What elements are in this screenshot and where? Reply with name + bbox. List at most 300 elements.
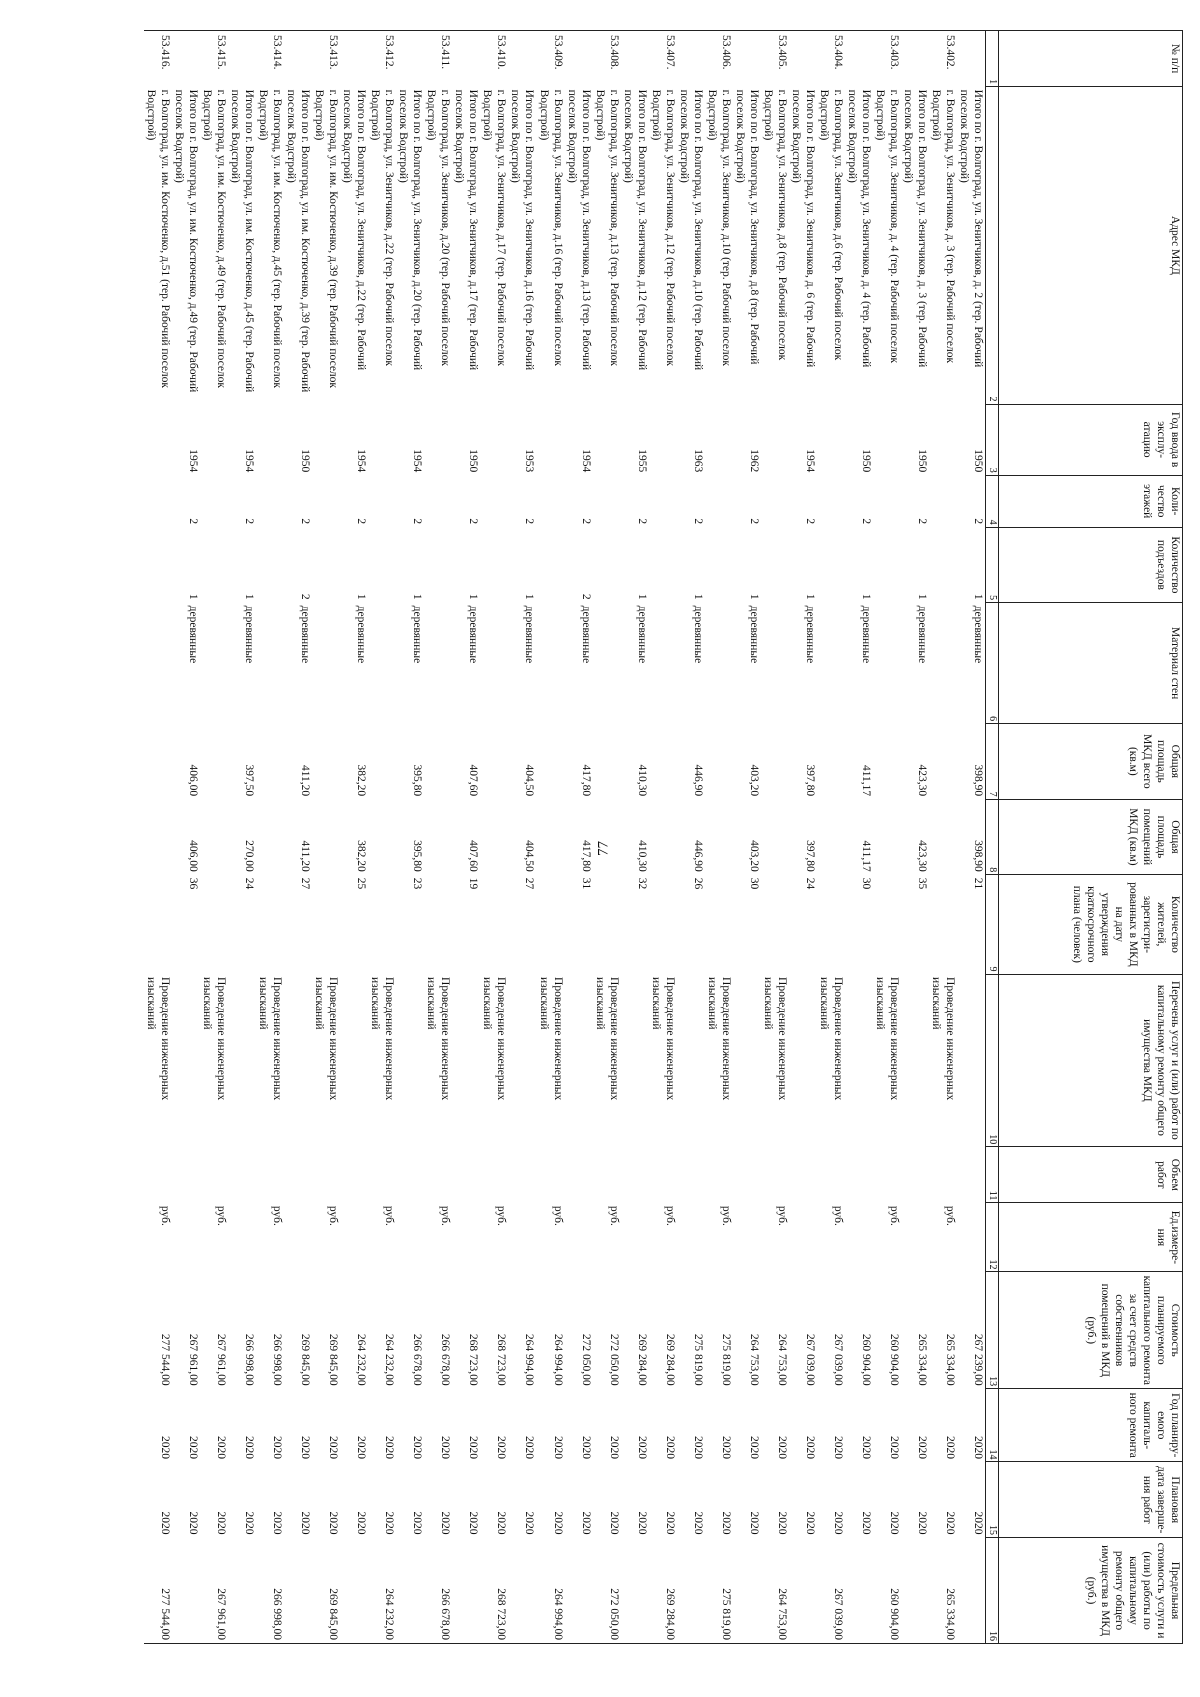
column-header: Год ввода в эксплу-атацию	[999, 404, 1183, 475]
table-cell: 2020	[607, 1435, 620, 1459]
table-cell: 25	[355, 877, 368, 890]
table-cell: Итого по г. Волгоград, ул. Зенитчиков, д.20 (тер. Рабочий поселок Водстрой)	[397, 89, 424, 371]
table-cell	[901, 31, 929, 87]
table-cell	[901, 1147, 929, 1203]
table-cell	[677, 31, 705, 87]
table-cell: 1	[747, 593, 760, 600]
table-cell	[593, 799, 621, 875]
table-cell	[256, 1147, 284, 1203]
table-cell: руб.	[551, 1205, 564, 1226]
table-cell: 268 723,00	[480, 1538, 508, 1644]
table-cell	[873, 527, 901, 603]
table-cell	[368, 404, 396, 475]
table-cell: 406,00	[187, 764, 200, 797]
table-cell: 1	[859, 593, 872, 600]
table-cell: 21	[972, 877, 984, 890]
table-cell: 264 994,00	[523, 1333, 536, 1386]
column-header: Ед.измере-ния	[999, 1203, 1183, 1272]
table-cell: 1954	[803, 449, 816, 473]
column-number: 3	[986, 404, 999, 475]
table-cell	[480, 799, 508, 875]
table-cell: 2020	[383, 1435, 396, 1459]
table-cell: руб.	[943, 1205, 956, 1226]
table-cell: 423,30	[915, 764, 928, 797]
table-cell	[593, 475, 621, 527]
table-cell: 269 284,00	[635, 1333, 648, 1386]
table-cell: 32	[635, 877, 648, 890]
table-cell	[705, 1147, 733, 1203]
table-cell: 1	[635, 593, 648, 600]
table-cell	[200, 1147, 228, 1203]
column-number: 1	[986, 31, 999, 87]
table-row	[200, 31, 228, 1644]
table-cell	[340, 974, 368, 1147]
table-cell: Проведение инженерных изысканий	[705, 977, 732, 1101]
table-cell: 382,20	[355, 840, 368, 872]
table-cell	[424, 875, 452, 974]
column-header: Общая площадь помещений МКД (кв.м)	[999, 799, 1183, 875]
table-cell: деревянные	[803, 605, 816, 664]
table-cell	[537, 875, 565, 974]
table-cell	[200, 603, 228, 724]
table-cell	[733, 1203, 761, 1272]
table-cell: г. Волгоград, ул. им. Костюченко, д.49 (тер. Рабочий поселок Водстрой)	[201, 89, 228, 388]
table-cell: Итого по г. Волгоград, ул. Зенитчиков, д.17 (тер. Рабочий поселок Водстрой)	[453, 89, 480, 371]
table-cell: 2	[747, 518, 760, 525]
table-row	[172, 31, 200, 1644]
table-cell: 2020	[691, 1511, 704, 1535]
table-cell: Проведение инженерных изысканий	[649, 977, 676, 1101]
page-number: 77	[595, 841, 612, 856]
table-cell: 30	[747, 877, 760, 890]
table-cell	[256, 799, 284, 875]
table-cell: Итого по г. Волгоград, ул. Зенитчиков, д.22 (тер. Рабочий поселок Водстрой)	[341, 89, 368, 371]
table-cell	[817, 475, 845, 527]
table-cell: Итого по г. Волгоград, ул. Зенитчиков, д. 3 (тер. Рабочий поселок Водстрой)	[901, 89, 928, 368]
table-cell: 24	[243, 877, 256, 890]
table-cell: 2020	[747, 1511, 760, 1535]
table-cell	[929, 527, 957, 603]
table-cell: Итого по г. Волгоград, ул. Зенитчиков, д.13 (тер. Рабочий поселок Водстрой)	[565, 89, 592, 371]
table-cell	[957, 1147, 986, 1203]
table-cell: 2020	[215, 1511, 228, 1535]
table-cell: 266 998,00	[243, 1333, 256, 1386]
table-cell: 1950	[972, 449, 984, 473]
column-number: 4	[986, 475, 999, 527]
table-cell	[452, 1147, 480, 1203]
table-cell: 267 039,00	[817, 1538, 845, 1644]
table-cell: 395,80	[411, 840, 424, 872]
table-cell: Проведение инженерных изысканий	[201, 977, 228, 1101]
table-cell	[649, 724, 677, 800]
table-cell	[340, 1538, 368, 1644]
table-cell: 2020	[691, 1435, 704, 1459]
table-cell: руб.	[831, 1205, 844, 1226]
table-cell: 2020	[747, 1435, 760, 1459]
table-cell: деревянные	[523, 605, 536, 664]
table-cell: руб.	[327, 1205, 340, 1226]
table-cell: 269 284,00	[649, 1538, 677, 1644]
table-cell: 411,20	[299, 840, 312, 872]
table-cell	[424, 527, 452, 603]
table-cell: 397,80	[803, 764, 816, 797]
table-cell	[228, 1147, 256, 1203]
table-cell	[649, 875, 677, 974]
table-cell	[677, 974, 705, 1147]
table-cell: Итого по г. Волгоград, ул. Зенитчиков, д.8 (тер. Рабочий поселок Водстрой)	[733, 89, 760, 365]
table-cell: Итого по г. Волгоград, ул. им. Костюченко, д.49 (тер. Рабочий поселок Водстрой)	[173, 89, 200, 393]
table-cell: 411,17	[859, 764, 872, 797]
table-cell: г. Волгоград, ул. Зенитчиков, д.8 (тер. Рабочий поселок Водстрой)	[761, 89, 788, 361]
table-cell: 446,90	[691, 840, 704, 872]
column-number: 5	[986, 527, 999, 603]
table-cell: 53.415.	[200, 31, 228, 87]
table-row	[480, 31, 508, 1644]
table-cell	[452, 1538, 480, 1644]
table-cell: г. Волгоград, ул. Зенитчиков, д.16 (тер. Рабочий поселок Водстрой)	[537, 89, 564, 366]
table-cell	[845, 31, 873, 87]
table-cell	[480, 475, 508, 527]
table-cell	[200, 527, 228, 603]
table-cell	[761, 475, 789, 527]
table-cell: 268 723,00	[467, 1333, 480, 1386]
column-header: Материал стен	[999, 603, 1183, 724]
table-cell: 2	[579, 593, 592, 600]
table-cell	[817, 799, 845, 875]
table-cell	[593, 1147, 621, 1203]
table-cell: 2020	[439, 1435, 452, 1459]
table-cell: 1	[187, 593, 200, 600]
table-cell	[312, 1147, 340, 1203]
table-cell	[480, 1147, 508, 1203]
table-cell: Проведение инженерных изысканий	[593, 977, 620, 1101]
table-cell	[144, 475, 172, 527]
table-cell: 2020	[243, 1435, 256, 1459]
table-cell	[705, 799, 733, 875]
table-cell: 2020	[635, 1435, 648, 1459]
table-cell	[256, 724, 284, 800]
table-cell: 53.404.	[817, 31, 845, 87]
table-cell: 403,20	[747, 764, 760, 797]
column-header: № п/п	[999, 31, 1183, 87]
table-cell: 1	[467, 593, 480, 600]
table-row	[845, 31, 873, 1644]
table-cell: 398,90	[972, 764, 984, 797]
table-cell: 417,80	[579, 840, 592, 872]
table-cell: Проведение инженерных изысканий	[537, 977, 564, 1101]
table-cell	[200, 724, 228, 800]
table-cell: 275 819,00	[719, 1333, 732, 1386]
table-cell	[873, 724, 901, 800]
table-cell: 1962	[747, 449, 760, 473]
table-cell: 423,30	[915, 840, 928, 872]
table-cell	[565, 1147, 593, 1203]
header-row	[999, 31, 1183, 1644]
table-cell: г. Волгоград, ул. им. Костюченко, д.51 (тер. Рабочий поселок Водстрой)	[145, 89, 172, 388]
table-cell	[284, 1538, 312, 1644]
table-cell	[144, 799, 172, 875]
table-cell: 260 904,00	[887, 1333, 900, 1386]
table-cell: 53.409.	[537, 31, 565, 87]
table-cell	[705, 475, 733, 527]
table-cell: 264 232,00	[368, 1538, 396, 1644]
column-number: 6	[986, 603, 999, 724]
table-cell: Итого по г. Волгоград, ул. Зенитчиков, д. 2 (тер. Рабочий поселок Водстрой)	[957, 89, 984, 368]
table-cell	[368, 724, 396, 800]
table-cell	[144, 527, 172, 603]
table-cell: 1963	[691, 449, 704, 473]
table-cell	[144, 603, 172, 724]
table-cell	[452, 31, 480, 87]
table-cell	[424, 724, 452, 800]
table-cell	[929, 475, 957, 527]
table-cell: 266 998,00	[256, 1538, 284, 1644]
column-number: 8	[986, 799, 999, 875]
table-cell: 26	[691, 877, 704, 890]
table-cell	[817, 527, 845, 603]
table-cell: 2020	[299, 1511, 312, 1535]
table-row	[340, 31, 368, 1644]
table-cell: 53.413.	[312, 31, 340, 87]
table-cell: 2020	[495, 1511, 508, 1535]
table-cell: деревянные	[972, 605, 984, 664]
table-cell: 23	[411, 877, 424, 890]
table-cell	[396, 974, 424, 1147]
table-cell: г. Волгоград, ул. Зенитчиков, д.13 (тер. Рабочий поселок Водстрой)	[593, 89, 620, 366]
table-cell: 417,80	[579, 764, 592, 797]
column-header: Общая площадь МКД всего (кв.м)	[999, 724, 1183, 800]
table-cell: 411,20	[299, 764, 312, 797]
column-header: Количество жителей, зарегистри-рованных в МКД на дату утверждения краткосрочного плана (человек)	[999, 875, 1183, 974]
table-cell	[312, 603, 340, 724]
table-cell	[424, 799, 452, 875]
table-cell	[312, 404, 340, 475]
table-cell: 265 334,00	[929, 1538, 957, 1644]
table-cell: 275 819,00	[691, 1333, 704, 1386]
table-cell	[789, 31, 817, 87]
table-cell	[817, 404, 845, 475]
table-cell: 53.408.	[593, 31, 621, 87]
table-cell: 2020	[159, 1511, 172, 1535]
table-cell	[649, 799, 677, 875]
table-cell	[172, 974, 200, 1147]
table-cell: 2	[467, 518, 480, 525]
table-cell: 2020	[719, 1511, 732, 1535]
table-cell: 1	[523, 593, 536, 600]
table-cell: 446,90	[691, 764, 704, 797]
table-cell	[873, 404, 901, 475]
table-cell	[312, 724, 340, 800]
table-cell	[733, 31, 761, 87]
table-cell: 35	[915, 877, 928, 890]
table-cell: 269 845,00	[299, 1333, 312, 1386]
table-cell	[929, 404, 957, 475]
table-cell: 265 334,00	[943, 1333, 956, 1386]
table-cell	[228, 974, 256, 1147]
table-cell	[957, 31, 986, 87]
table-cell: 410,30	[635, 840, 648, 872]
table-cell: деревянные	[859, 605, 872, 664]
table-cell: 264 994,00	[551, 1333, 564, 1386]
column-header: Коли-чество этажей	[999, 475, 1183, 527]
table-cell: 265 334,00	[915, 1333, 928, 1386]
table-cell	[424, 475, 452, 527]
table-cell	[284, 1203, 312, 1272]
table-cell: 53.414.	[256, 31, 284, 87]
table-cell: 2020	[327, 1435, 340, 1459]
table-cell	[649, 1147, 677, 1203]
table-cell: 2020	[607, 1511, 620, 1535]
table-cell: 2020	[467, 1435, 480, 1459]
table-cell	[957, 974, 986, 1147]
table-cell: 267 039,00	[831, 1333, 844, 1386]
table-row	[593, 31, 621, 1644]
table-cell: 275 819,00	[705, 1538, 733, 1644]
table-cell: 1954	[187, 449, 200, 473]
table-cell	[256, 875, 284, 974]
table-cell: Проведение инженерных изысканий	[817, 977, 844, 1101]
table-cell: 2	[187, 518, 200, 525]
table-cell: 53.416.	[144, 31, 172, 87]
table-cell	[508, 1203, 536, 1272]
table-cell: 2020	[775, 1511, 788, 1535]
table-cell: 1	[411, 593, 424, 600]
table-cell: 260 904,00	[859, 1333, 872, 1386]
table-row	[424, 31, 452, 1644]
table-cell	[172, 1147, 200, 1203]
table-cell: 2020	[327, 1511, 340, 1535]
table-cell: 2020	[803, 1435, 816, 1459]
table-cell	[929, 1147, 957, 1203]
table-cell: деревянные	[187, 605, 200, 664]
table-cell: 2	[299, 518, 312, 525]
table-cell	[144, 724, 172, 800]
table-cell	[677, 1538, 705, 1644]
table-cell	[312, 475, 340, 527]
table-cell: 2020	[831, 1435, 844, 1459]
table-cell	[845, 1538, 873, 1644]
table-cell: 267 961,00	[200, 1538, 228, 1644]
table-cell	[368, 603, 396, 724]
table-cell	[593, 404, 621, 475]
table-cell: 1950	[915, 449, 928, 473]
table-cell	[817, 603, 845, 724]
table-cell: 407,60	[467, 764, 480, 797]
column-header: Предельная стоимость услуги и (или) работы по капитальному ремонту общего имущества в МКД (руб.)	[999, 1538, 1183, 1644]
table-cell: 2020	[579, 1435, 592, 1459]
table-cell: 2020	[523, 1435, 536, 1459]
table-cell: 2020	[915, 1435, 928, 1459]
table-cell	[677, 1147, 705, 1203]
table-cell: 266 678,00	[439, 1333, 452, 1386]
table-cell: 2020	[551, 1511, 564, 1535]
table-cell: 270,00	[243, 840, 256, 872]
table-cell	[312, 799, 340, 875]
table-row	[565, 31, 593, 1644]
table-cell: 31	[579, 877, 592, 890]
table-cell	[172, 1203, 200, 1272]
table-cell: 1950	[467, 449, 480, 473]
table-cell	[256, 603, 284, 724]
table-cell: г. Волгоград, ул. Зенитчиков, д. 3 (тер. Рабочий поселок Водстрой)	[929, 89, 956, 364]
table-cell: 2	[635, 518, 648, 525]
table-cell	[761, 404, 789, 475]
table-cell: 1	[915, 593, 928, 600]
table-cell: 2020	[635, 1511, 648, 1535]
table-cell	[649, 603, 677, 724]
table-cell: 2020	[859, 1511, 872, 1535]
table-cell	[312, 875, 340, 974]
table-cell	[200, 475, 228, 527]
table-cell: г. Волгоград, ул. Зенитчиков, д.20 (тер. Рабочий поселок Водстрой)	[425, 89, 452, 366]
column-number: 2	[986, 87, 999, 404]
column-number: 9	[986, 875, 999, 974]
table-cell: 403,20	[747, 840, 760, 872]
table-cell	[845, 974, 873, 1147]
table-cell: 2	[915, 518, 928, 525]
table-cell: Проведение инженерных изысканий	[145, 977, 172, 1101]
column-number: 13	[986, 1272, 999, 1389]
table-cell: Проведение инженерных изысканий	[313, 977, 340, 1101]
table-cell: 266 678,00	[424, 1538, 452, 1644]
table-cell: 27	[299, 877, 312, 890]
table-cell	[452, 974, 480, 1147]
table-cell: руб.	[607, 1205, 620, 1226]
table-cell: 2020	[803, 1511, 816, 1535]
table-cell	[761, 875, 789, 974]
table-cell: 2020	[663, 1435, 676, 1459]
table-cell	[508, 31, 536, 87]
table-cell: Итого по г. Волгоград, ул. Зенитчиков, д.10 (тер. Рабочий поселок Водстрой)	[677, 89, 704, 371]
table-cell	[256, 404, 284, 475]
table-cell: 2020	[579, 1511, 592, 1535]
column-header: Год планиру-емого капиталь-ного ремонта	[999, 1389, 1183, 1462]
table-cell: 2020	[663, 1511, 676, 1535]
table-cell	[929, 603, 957, 724]
table-cell: Итого по г. Волгоград, ул. Зенитчиков, д.12 (тер. Рабочий поселок Водстрой)	[621, 89, 648, 371]
table-cell	[761, 799, 789, 875]
table-cell	[901, 1203, 929, 1272]
table-cell	[228, 31, 256, 87]
table-cell: 19	[467, 877, 480, 890]
table-cell	[256, 475, 284, 527]
table-row	[957, 31, 986, 1644]
table-cell: 2020	[887, 1435, 900, 1459]
table-cell	[396, 1203, 424, 1272]
table-cell: 269 284,00	[663, 1333, 676, 1386]
table-cell: руб.	[775, 1205, 788, 1226]
table-cell: руб.	[719, 1205, 732, 1226]
table-cell	[480, 527, 508, 603]
table-row	[901, 31, 929, 1644]
table-cell: 2020	[859, 1435, 872, 1459]
table-cell	[649, 404, 677, 475]
table-cell	[256, 527, 284, 603]
table-cell: 411,17	[859, 840, 872, 872]
table-cell	[368, 799, 396, 875]
table-cell: деревянные	[411, 605, 424, 664]
table-cell	[649, 475, 677, 527]
table-cell	[817, 1147, 845, 1203]
table-cell: 264 753,00	[747, 1333, 760, 1386]
table-cell: 53.410.	[480, 31, 508, 87]
table-cell	[565, 1203, 593, 1272]
table-cell: 397,50	[243, 764, 256, 797]
table-cell: 264 232,00	[355, 1333, 368, 1386]
table-cell: 264 753,00	[775, 1333, 788, 1386]
table-cell	[845, 1203, 873, 1272]
table-cell	[705, 527, 733, 603]
